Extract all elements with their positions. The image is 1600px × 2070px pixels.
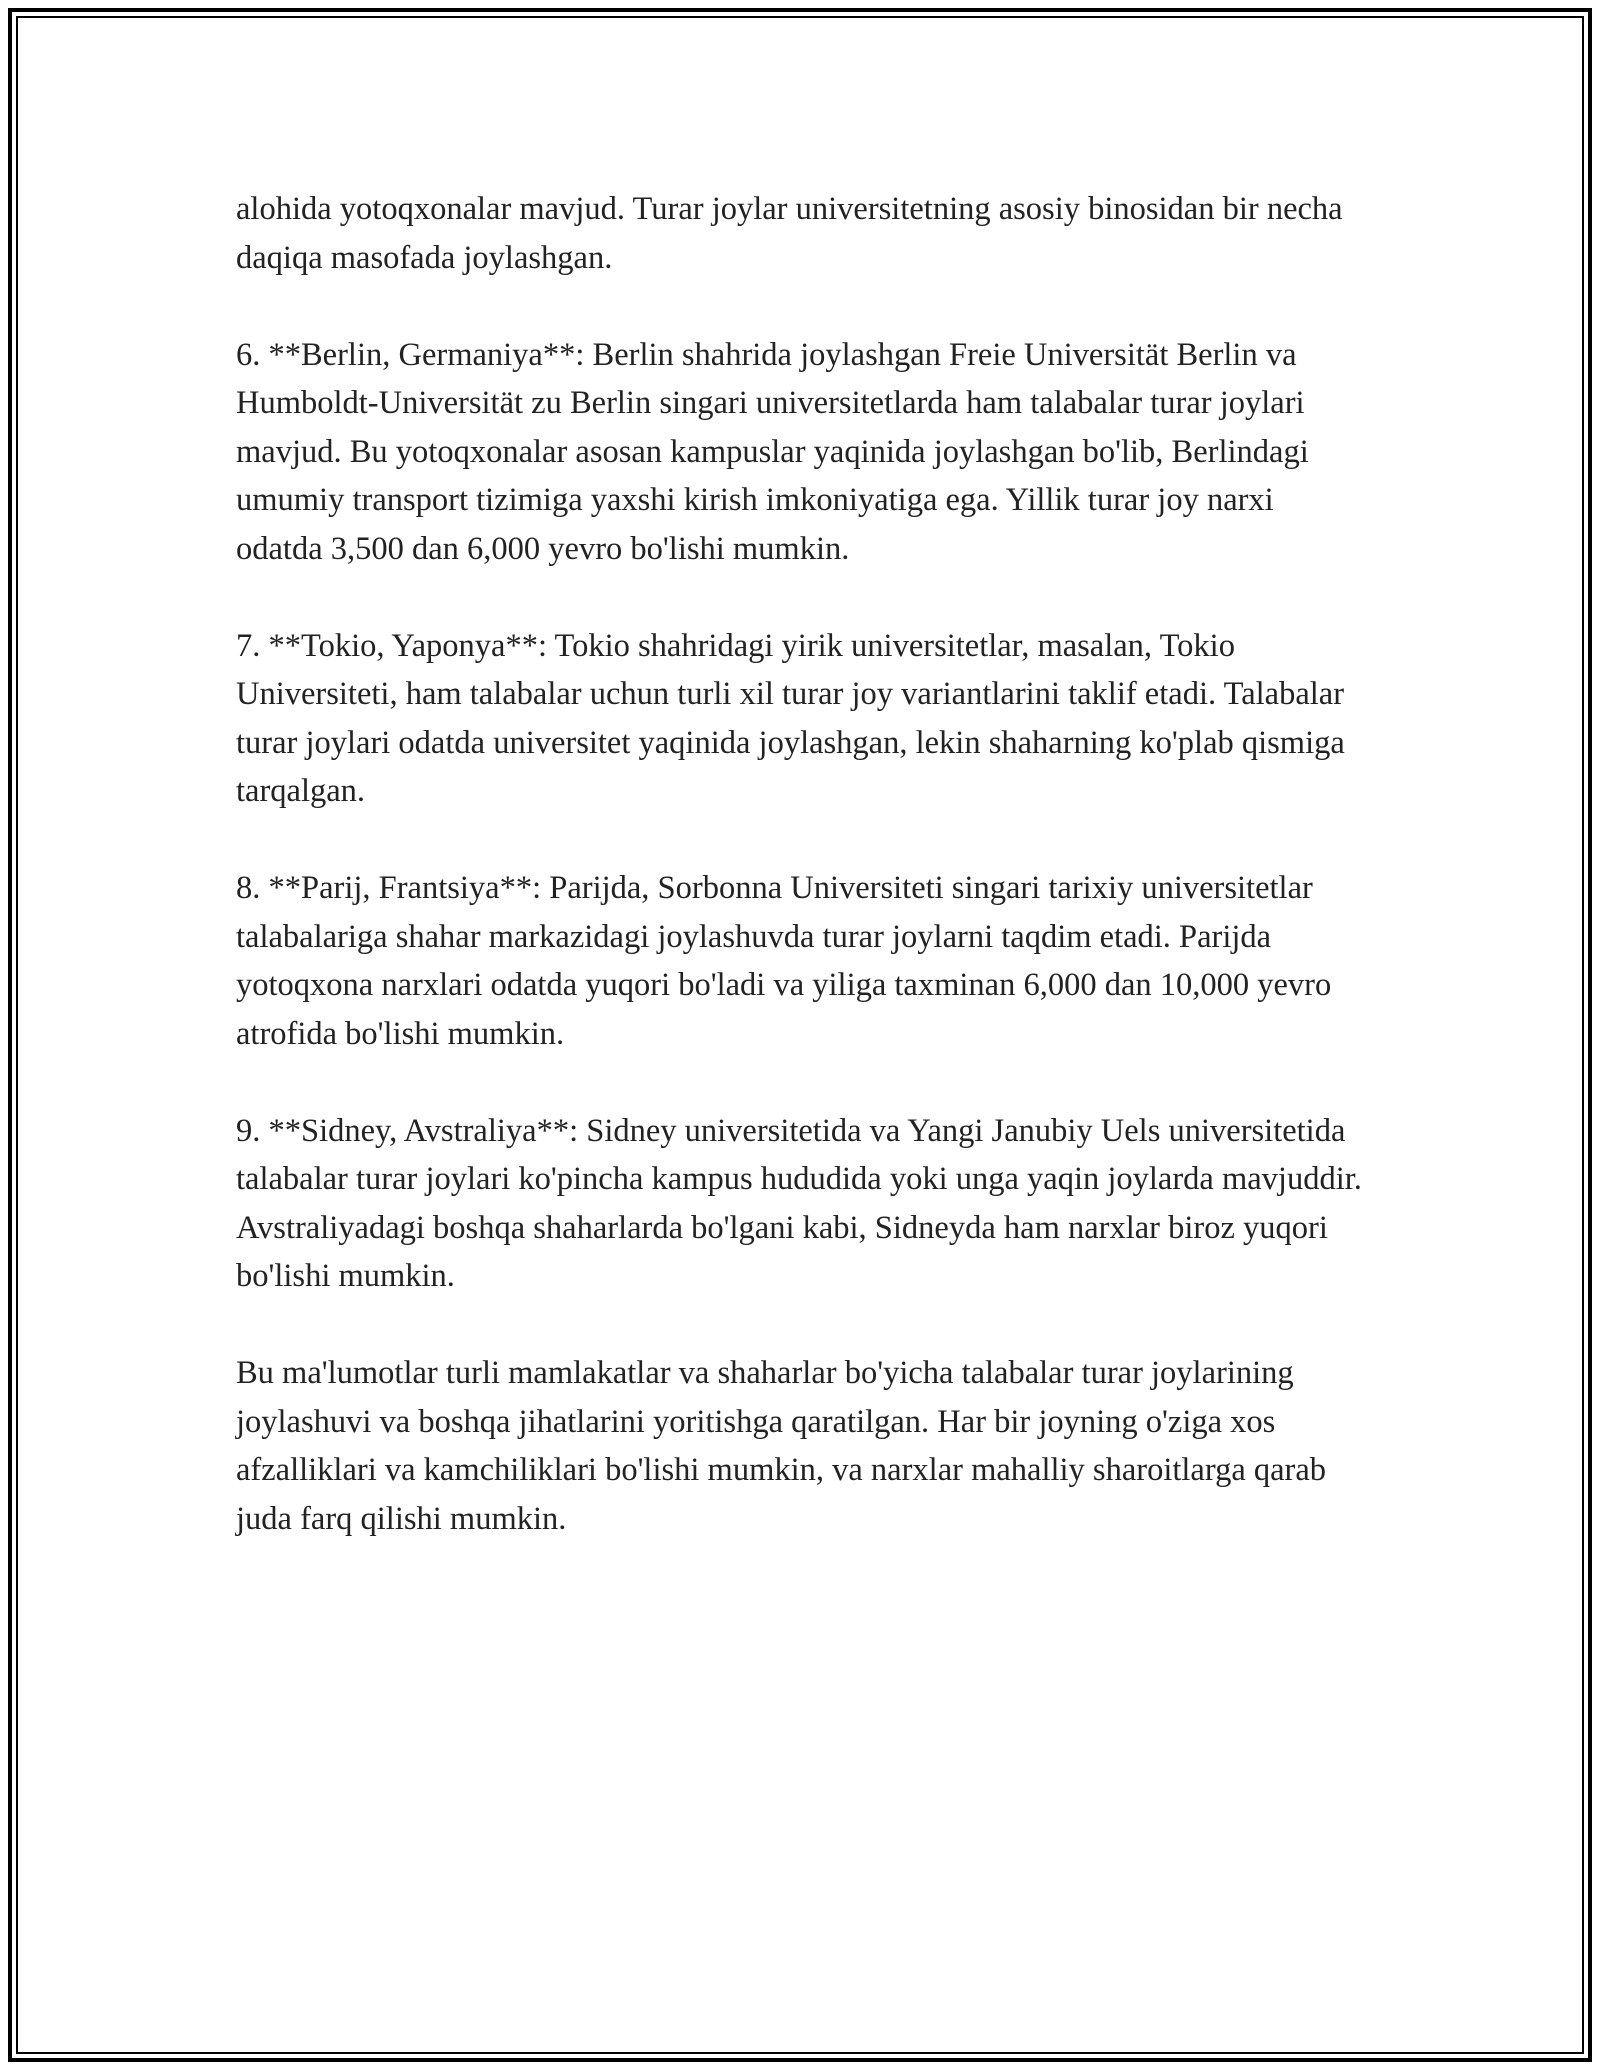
paragraph-sidney: 9. **Sidney, Avstraliya**: Sidney universitetida va Yangi Janubiy Uels universitetida talabalar turar joylari ko'pincha kampus hududida yoki unga yaqin joylarda mavjuddir. Avstraliyadagi boshqa shaharlarda bo'lgani kabi, Sidneyda ham narxlar biroz yuqori bo'lishi mumkin. xyxy=(236,1112,1362,1294)
paragraph-intro-continuation: alohida yotoqxonalar mavjud. Turar joylar universitetning asosiy binosidan bir necha daqiqa masofada joylashgan. xyxy=(236,191,1343,276)
document-body xyxy=(236,185,1366,1592)
paragraph-tokio: 7. **Tokio, Yaponya**: Tokio shahridagi yirik universitetlar, masalan, Tokio Universiteti, ham talabalar uchun turli xil turar joy variantlarini taklif etadi. Talabalar turar joylari odatda universitet yaqinida joylashgan, lekin shaharning ko'plab qismiga tarqalgan. xyxy=(236,627,1345,809)
paragraph-conclusion: Bu ma'lumotlar turli mamlakatlar va shaharlar bo'yicha talabalar turar joylarining joylashuvi va boshqa jihatlarini yoritishga qaratilgan. Har bir joyning o'ziga xos afzalliklari va kamchiliklari bo'lishi mumkin, va narxlar mahalliy sharoitlarga qarab juda farq qilishi mumkin. xyxy=(236,1355,1327,1537)
paragraph-berlin: 6. **Berlin, Germaniya**: Berlin shahrida joylashgan Freie Universität Berlin va Humboldt-Universität zu Berlin singari universitetlarda ham talabalar turar joylari mavjud. Bu yotoqxonalar asosan kampuslar yaqinida joylashgan bo'lib, Berlindagi umumiy transport tizimiga yaxshi kirish imkoniyatiga ega. Yillik turar joy narxi odatda 3,500 dan 6,000 yevro bo'lishi mumkin. xyxy=(236,336,1309,567)
paragraph-parij: 8. **Parij, Frantsiya**: Parijda, Sorbonna Universiteti singari tarixiy universitetlar talabalariga shahar markazidagi joylashuvda turar joylarni taqdim etadi. Parijda yotoqxona narxlari odatda yuqori bo'ladi va yiliga taxminan 6,000 dan 10,000 yevro atrofida bo'lishi mumkin. xyxy=(236,870,1332,1052)
